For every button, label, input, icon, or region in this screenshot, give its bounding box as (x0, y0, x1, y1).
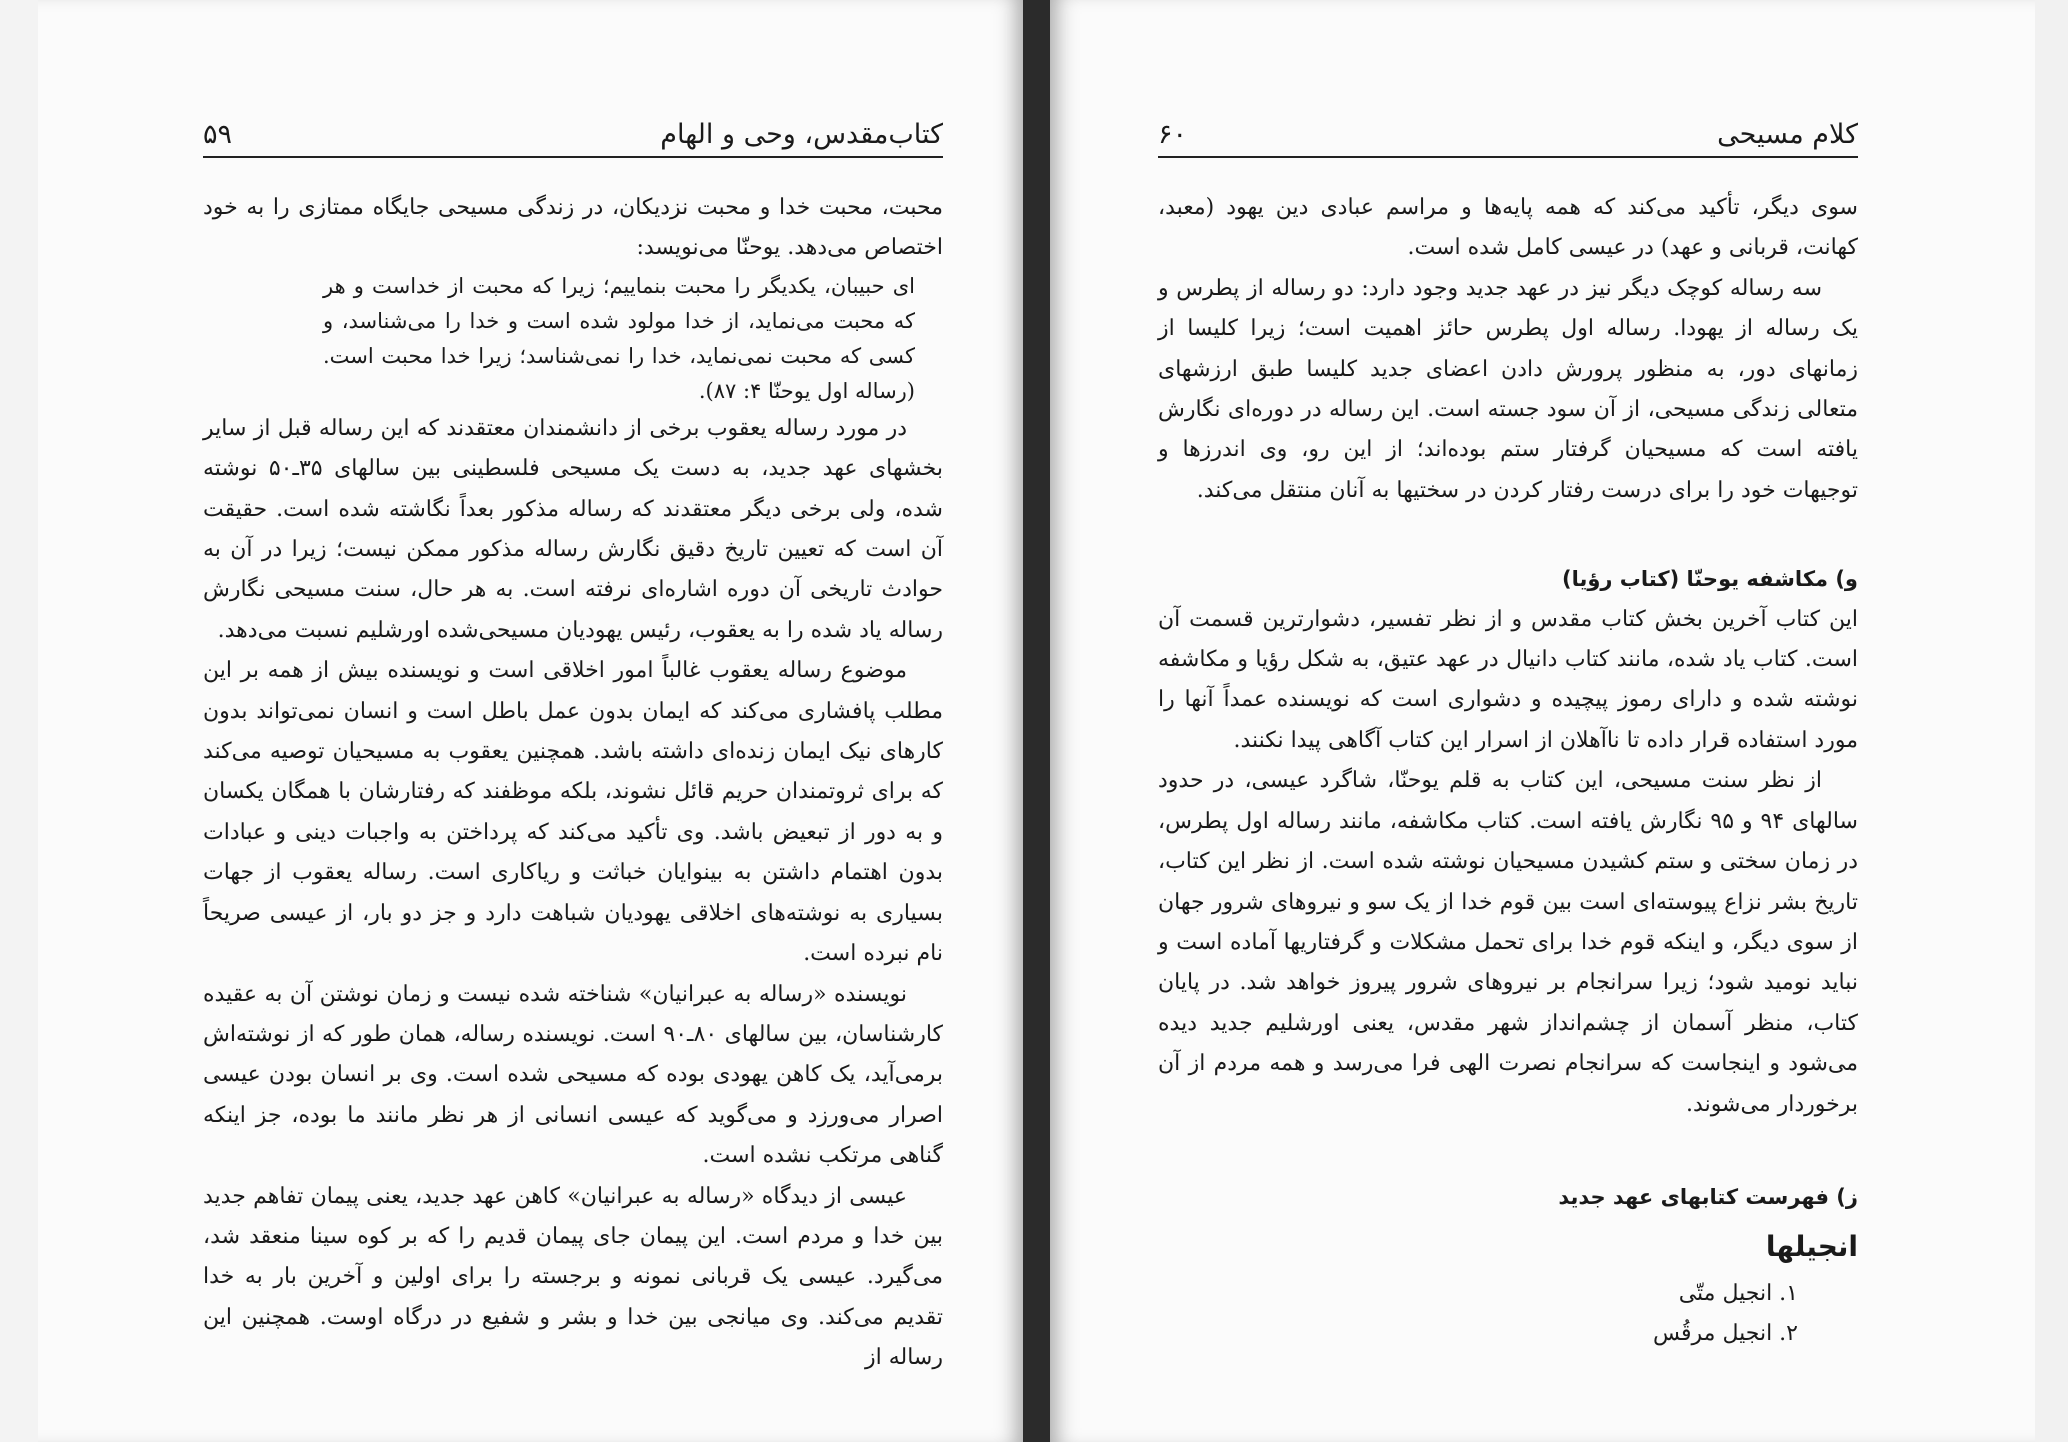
section-heading: ز) فهرست کتابهای عهد جدید (1558, 1184, 1858, 1209)
paragraph: در مورد رساله یعقوب برخی از دانشمندان معتقدند که این رساله قبل از سایر بخشهای عهد جدید، به دست یک مسیحی فلسطینی بین سالهای ۳۵ـ۵۰ نوشته شده، ولی برخی دیگر معتقدند که رساله مذکور بعداً نگاشته شده است. حقیقت آن است که تعیین تاریخ دقیق نگارش رساله مذکور ممکن نیست؛ زیرا در آن به حوادث تاریخی آن دوره اشاره‌ای نرفته است. به هر حال، سنت مسیحی نگارش رساله یاد شده را به یعقوب، رئیس یهودیان مسیحی‌شده اورشلیم نسبت می‌دهد. (203, 415, 944, 643)
quote-text: ای حبیبان، یکدیگر را محبت بنماییم؛ زیرا که محبت از خداست و هر که محبت می‌نماید، از خدا مولود شده است و خدا را می‌شناسد، و کسی که محبت نمی‌نماید، خدا را نمی‌شناسد؛ زیرا خدا محبت است. (323, 273, 915, 368)
gospel-list (1158, 1274, 1858, 1354)
paragraph: محبت، محبت خدا و محبت نزدیکان، در زندگی مسیحی جایگاه ممتازی را به خود اختصاص می‌دهد. یوحنّا می‌نویسد: (203, 195, 943, 261)
section-heading: و) مکاشفه یوحنّا (کتاب رؤیا) (1561, 567, 1858, 592)
subheading: انجیلها (1765, 1230, 1858, 1264)
page-body (203, 188, 943, 1379)
paragraph: این کتاب آخرین بخش کتاب مقدس و از نظر تفسیر، دشوارترین قسمت آن است. کتاب یاد شده، مانند کتاب دانیال در عهد عتیق، به شکل رؤیا و مکاشفه نوشته شده و دارای رموز پیچیده و دشواری است که نویسنده عمداً آنها را مورد استفاده قرار داده تا ناآهلان از اسرار این کتاب آگاهی پیدا نکنند. (1158, 606, 1858, 753)
block-quote (203, 269, 943, 409)
running-header (203, 108, 943, 158)
page-edge (0, 0, 38, 1442)
list-item: ۲. انجیل مرقُس (1652, 1320, 1798, 1346)
paragraph: سوی دیگر، تأکید می‌کند که همه پایه‌ها و مراسم عبادی دین یهود (معبد، کهانت، قربانی و عهد) در عیسی کامل شده است. (1158, 195, 1858, 261)
page-edge (2035, 0, 2068, 1442)
header-title: کتاب‌مقدس، وحی و الهام (660, 119, 943, 150)
paragraph: موضوع رساله یعقوب غالباً امور اخلاقی است و نویسنده بیش از همه بر این مطلب پافشاری می‌کند که ایمان بدون عمل باطل است و انسان نمی‌تواند بدون کارهای نیک ایمان زنده‌ای داشته باشد. همچنین یعقوب به مسیحیان توصیه می‌کند که برای ثروتمندان حریم قائل نشوند، بلکه موظفند که رفتارشان با همگان یکسان و به دور از تبعیض باشد. وی تأکید می‌کند که پرداختن به واجبات دینی و عبادات بدون اهتمام داشتن به بینوایان خباثت و ریاکاری است. رساله یعقوب از جهات بسیاری به نوشته‌های اخلاقی یهودیان شباهت دارد و جز دو بار، از عیسی صریحاً نام نبرده است. (203, 658, 943, 967)
right-page (1050, 0, 2035, 1442)
paragraph: از نظر سنت مسیحی، این کتاب به قلم یوحنّا، شاگرد عیسی، در حدود سالهای ۹۴ و ۹۵ نگارش یافته است. کتاب مکاشفه، مانند رساله اول پطرس، در زمان سختی و ستم کشیدن مسیحیان نوشته شده است. از نظر این کتاب، تاریخ بشر نزاع پیوسته‌ای است بین قوم خدا از یک سو و نیروهای شرور جهان از سوی دیگر، و اینکه قوم خدا برای تحمل مشکلات و گرفتاریها آماده است و نباید نومید شود؛ زیرا سرانجام بر نیروهای شرور پیروز خواهد شد. در پایان کتاب، منظر آسمان از چشم‌انداز شهر مقدس، یعنی اورشلیم جدید دیده می‌شود و اینجاست که سرانجام نصرت الهی فرا می‌رسد و همه مردم از آن برخوردار می‌شوند. (1158, 768, 1858, 1117)
page-number: ۵۹ (203, 119, 233, 150)
page-body (1158, 188, 1858, 1354)
left-page (38, 0, 1023, 1442)
book-gutter (1023, 0, 1050, 1442)
page-number: ۶۰ (1158, 119, 1188, 150)
running-header (1158, 108, 1858, 158)
header-title: کلام مسیحی (1717, 119, 1858, 150)
list-item: ۱. انجیل متّی (1678, 1280, 1798, 1306)
paragraph: عیسی از دیدگاه «رساله به عبرانیان» کاهن عهد جدید، یعنی پیمان تفاهم جدید بین خدا و مردم است. این پیمان جای پیمان قدیم را که بر کوه سینا منعقد شد، می‌گیرد. عیسی یک قربانی نمونه و برجسته را برای اولین و آخرین بار به خدا تقدیم می‌کند. وی میانجی بین خدا و بشر و شفیع در درگاه اوست. همچنین این رساله از (203, 1183, 943, 1371)
quote-reference: (رساله اول یوحنّا ۴: ۸۷). (698, 378, 915, 403)
paragraph: نویسنده «رساله به عبرانیان» شناخته شده نیست و زمان نوشتن آن به عقیده کارشناسان، بین سالهای ۸۰ـ۹۰ است. نویسنده رساله، همان طور که از نوشته‌اش برمی‌آید، یک کاهن یهودی بوده که مسیحی شده است. وی بر انسان بودن عیسی اصرار می‌ورزد و می‌گوید که عیسی انسانی از هر نظر مانند ما بوده، جز اینکه گناهی مرتکب نشده است. (203, 981, 943, 1169)
paragraph: سه رساله کوچک دیگر نیز در عهد جدید وجود دارد: دو رساله از پطرس و یک رساله از یهودا. رساله اول پطرس حائز اهمیت است؛ زیرا کلیسا از زمانهای دور، به منظور پرورش دادن اعضای جدید کلیسا طبق ارزشهای متعالی زندگی مسیحی، از آن سود جسته است. این رساله در دوره‌ای نگارش یافته است که مسیحیان گرفتار ستم بوده‌اند؛ از این رو، وی اندرزها و توجیهات خود را برای درست رفتار کردن در سختیها به آنان منتقل می‌کند. (1158, 275, 1858, 503)
